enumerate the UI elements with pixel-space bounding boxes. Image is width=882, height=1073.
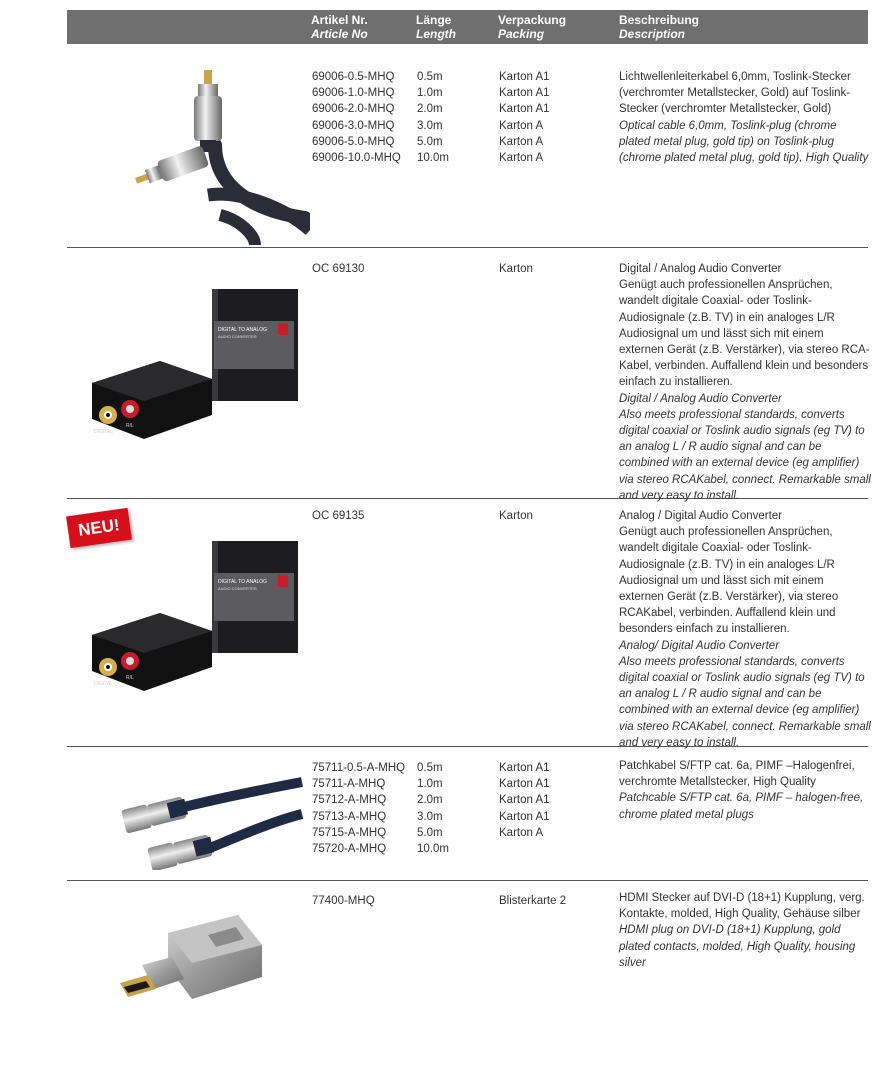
product-description: Patchkabel S/FTP cat. 6a, PIMF –Halogenfrei, verchromte Metallstecker, High Quality Patchcable S/FTP cat. 6a, PIMF – halogen-free, chrome plated metal plugs: [619, 760, 864, 821]
packing-list: Karton A1 Karton A1 Karton A1 Karton A1 Karton A: [499, 762, 550, 839]
row-divider: [67, 247, 868, 248]
packing: Karton: [499, 263, 533, 275]
table-header: [67, 10, 868, 44]
port-label-right: R/L: [126, 675, 134, 681]
article-number: OC 69130: [312, 263, 365, 275]
packing: Blisterkarte 2: [499, 895, 567, 907]
converter-image: [88, 539, 300, 704]
patch-cable-image: [120, 770, 305, 870]
header-length: Länge Length: [416, 13, 456, 41]
converter-image: [88, 287, 300, 452]
article-number: 77400-MHQ: [312, 895, 375, 907]
row-divider: [67, 880, 868, 881]
hdmi-adapter-image: [112, 905, 272, 1015]
product-description: Lichtwellenleiterkabel 6,0mm, Toslink-Stecker (verchromter Metallstecker, Gold) auf Toslink-Stecker (verchromter Metallstecker, Gold) Optical cable 6,0mm, Toslink-plug (chrome plated metal plug, gold tip) on Toslink-plug (chrome plated metal plug, gold tip), High Quality: [619, 71, 869, 165]
packing-list: Karton A1 Karton A1 Karton A1 Karton A Karton A Karton A: [499, 71, 550, 165]
articles-list: 75711-0.5-A-MHQ 75711-A-MHQ 75712-A-MHQ 75713-A-MHQ 75715-A-MHQ 75720-A-MHQ: [312, 762, 406, 856]
box-title: DIGITAL TO ANALOG: [218, 327, 267, 333]
port-label-left: DIGITAL: [94, 681, 114, 687]
packing: Karton: [499, 510, 533, 522]
box-subtitle: AUDIO CONVERTER: [218, 334, 257, 339]
box-title: DIGITAL TO ANALOG: [218, 579, 267, 585]
port-label-left: DIGITAL: [94, 429, 114, 435]
header-packing: Verpackung Packing: [498, 13, 567, 41]
product-description: Digital / Analog Audio Converter Genügt auch professionellen Ansprüchen, wandelt digitale Coaxial- oder Toslink-Audiosignale (z.B. TV) in ein analoges L/R Audiosignal um und lässt sich mit einem externen Gerät (z.B. Verstärker), via stereo RCA-Kabel, verbinden. Auffallend klein und besonders einfach zu installieren. Digital / Analog Audio Converter Also meets professional standards, converts digital coaxial or Toslink audio signals (eg TV) to an analog L / R audio signal and can be combined with an external device (eg amplifier) via stereo RCAKabel, connect. Remarkable small and very easy to install.: [619, 263, 871, 502]
lengths-list: 0.5m 1.0m 2.0m 3.0m 5.0m 10.0m: [417, 762, 449, 856]
header-description: Beschreibung Description: [619, 13, 700, 41]
lengths-list: 0.5m 1.0m 2.0m 3.0m 5.0m 10.0m: [417, 71, 449, 165]
product-description: Analog / Digital Audio Converter Genügt auch professionellen Ansprüchen, wandelt digitale Coaxial- oder Toslink-Audiosignale (z.B. TV) in ein analoges L/R Audiosignal um und lässt sich mit einem externen Gerät (z.B. Verstärker), via stereo RCAKabel, verbinden. Auffallend klein und besonders einfach zu installieren. Analog/ Digital Audio Converter Also meets professional standards, converts digital coaxial or Toslink audio signals (eg TV) to an analog L / R audio signal and can be combined with an external device (eg amplifier) via stereo RCAKabel, connect. Remarkable small and very easy to install.: [619, 510, 871, 749]
optical-cable-image: [120, 60, 310, 245]
product-description: HDMI Stecker auf DVI-D (18+1) Kupplung, verg. Kontakte, molded, High Quality, Gehäuse silber HDMI plug on DVI-D (18+1) Kupplung, gold plated contacts, molded, High Quality, housing silver: [619, 892, 865, 969]
new-badge: NEU!: [66, 508, 132, 548]
article-number: OC 69135: [312, 510, 365, 522]
port-label-right: R/L: [126, 423, 134, 429]
articles-list: 69006-0.5-MHQ 69006-1.0-MHQ 69006-2.0-MHQ 69006-3.0-MHQ 69006-5.0-MHQ 69006-10.0-MHQ: [312, 71, 401, 165]
header-article-no: Artikel Nr. Article No: [311, 13, 368, 41]
box-subtitle: AUDIO CONVERTER: [218, 586, 257, 591]
